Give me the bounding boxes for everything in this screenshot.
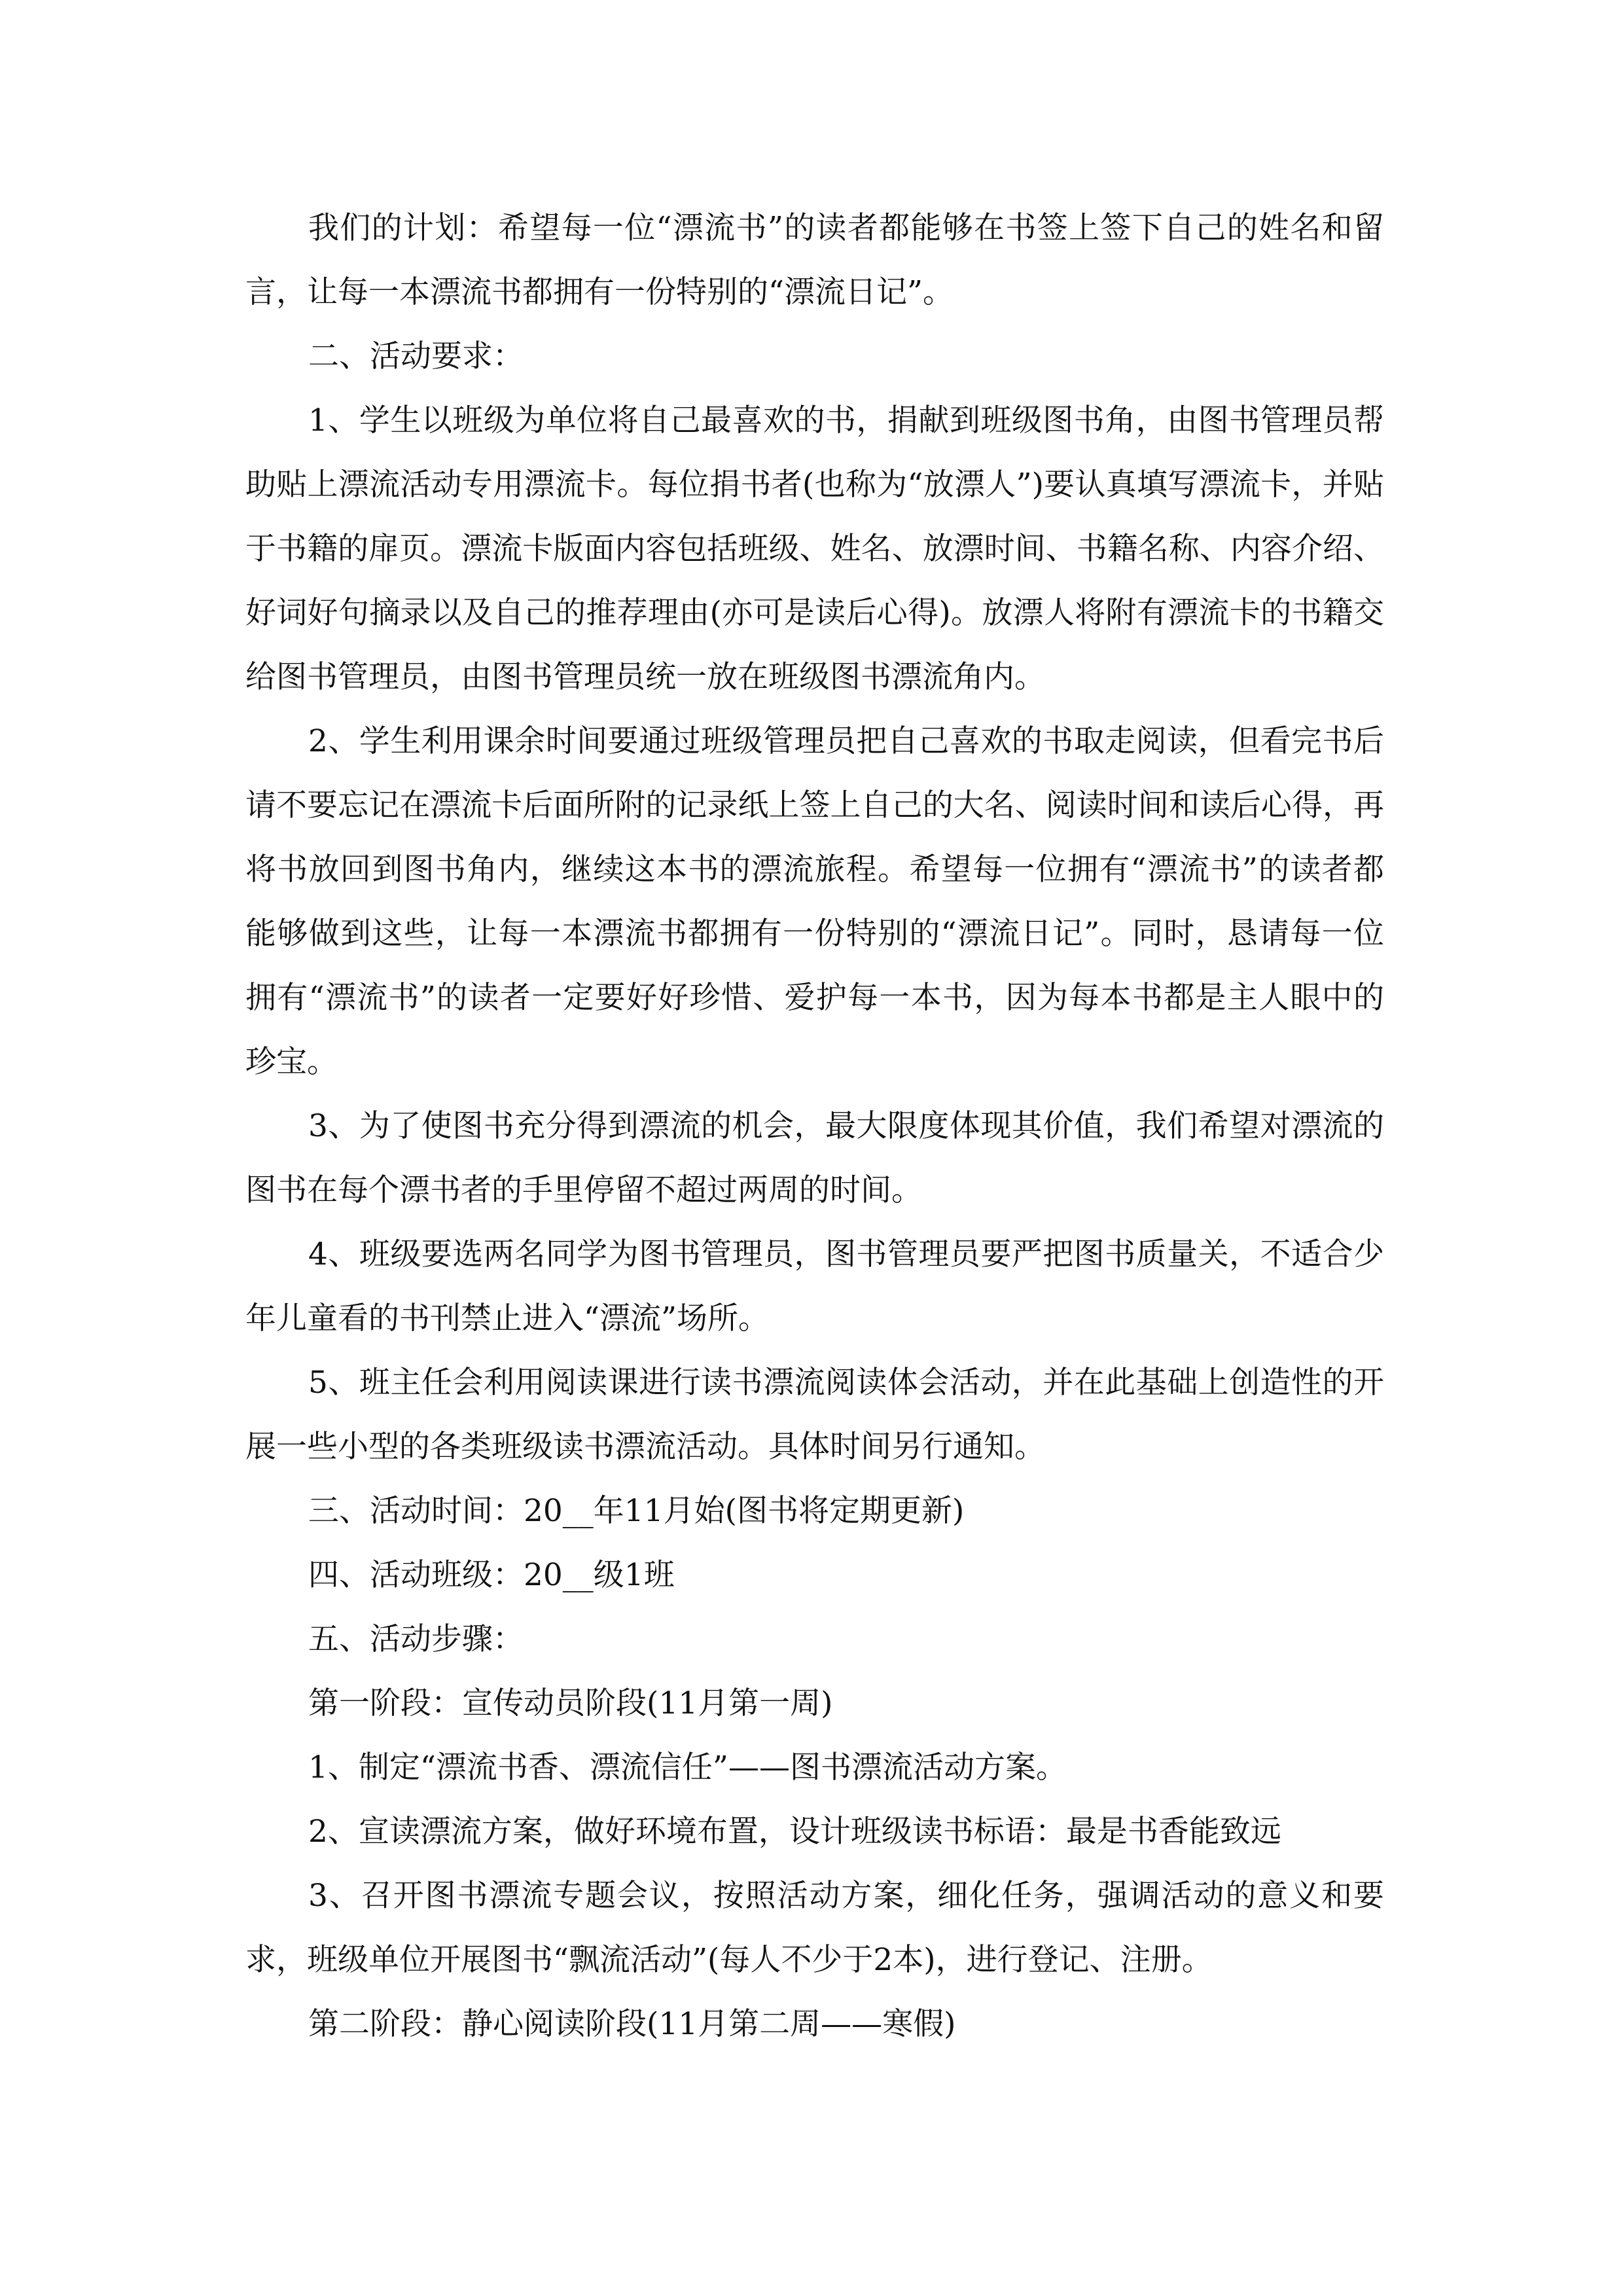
paragraph-stage-1-step-2: 2、宣读漂流方案，做好环境布置，设计班级读书标语：最是书香能致远 [308,1814,1281,1850]
paragraph-plan: 我们的计划：希望每一位“漂流书”的读者都能够在书签上签下自己的姓名和留言，让每一本漂流书都拥有一份特别的“漂流日记”。 [245,210,1384,310]
paragraph-requirement-2: 2、学生利用课余时间要通过班级管理员把自己喜欢的书取走阅读，但看完书后请不要忘记在漂流卡后面所附的记录纸上签上自己的大名、阅读时间和读后心得，再将书放回到图书角内，继续这本书的漂流旅程。希望每一位拥有“漂流书”的读者都能够做到这些，让每一本漂流书都拥有一份特别的“漂流日记”。同时，恳请每一位拥有“漂流书”的读者一定要好好珍惜、爱护每一本书，因为每本书都是主人眼中的珍宝。 [245,723,1384,1080]
heading-stage-1: 第一阶段：宣传动员阶段(11月第一周) [308,1685,833,1721]
paragraph-stage-1-step-1: 1、制定“漂流书香、漂流信任”——图书漂流活动方案。 [308,1749,1067,1785]
paragraph-requirement-1: 1、学生以班级为单位将自己最喜欢的书，捐献到班级图书角，由图书管理员帮助贴上漂流活动专用漂流卡。每位捐书者(也称为“放漂人”)要认真填写漂流卡，并贴于书籍的扉页。漂流卡版面内容包括班级、姓名、放漂时间、书籍名称、内容介绍、好词好句摘录以及自己的推荐理由(亦可是读后心得)。放漂人将附有漂流卡的书籍交给图书管理员，由图书管理员统一放在班级图书漂流角内。 [245,403,1384,695]
heading-stage-2: 第二阶段：静心阅读阶段(11月第二周——寒假) [308,2006,956,2042]
document-body [245,196,1384,2056]
heading-activity-time: 三、活动时间：20__年11月始(图书将定期更新) [308,1493,965,1529]
heading-activity-class: 四、活动班级：20__级1班 [308,1557,675,1593]
paragraph-requirement-3: 3、为了使图书充分得到漂流的机会，最大限度体现其价值，我们希望对漂流的图书在每个漂书者的手里停留不超过两周的时间。 [245,1108,1384,1208]
paragraph-requirement-5: 5、班主任会利用阅读课进行读书漂流阅读体会活动，并在此基础上创造性的开展一些小型的各类班级读书漂流活动。具体时间另行通知。 [245,1365,1384,1465]
paragraph-requirement-4: 4、班级要选两名同学为图书管理员，图书管理员要严把图书质量关，不适合少年儿童看的书刊禁止进入“漂流”场所。 [245,1236,1384,1336]
heading-activity-steps: 五、活动步骤： [308,1621,524,1657]
paragraph-stage-1-step-3: 3、召开图书漂流专题会议，按照活动方案，细化任务，强调活动的意义和要求，班级单位开展图书“飘流活动”(每人不少于2本)，进行登记、注册。 [245,1878,1384,1978]
heading-activity-requirements: 二、活动要求： [308,338,524,374]
